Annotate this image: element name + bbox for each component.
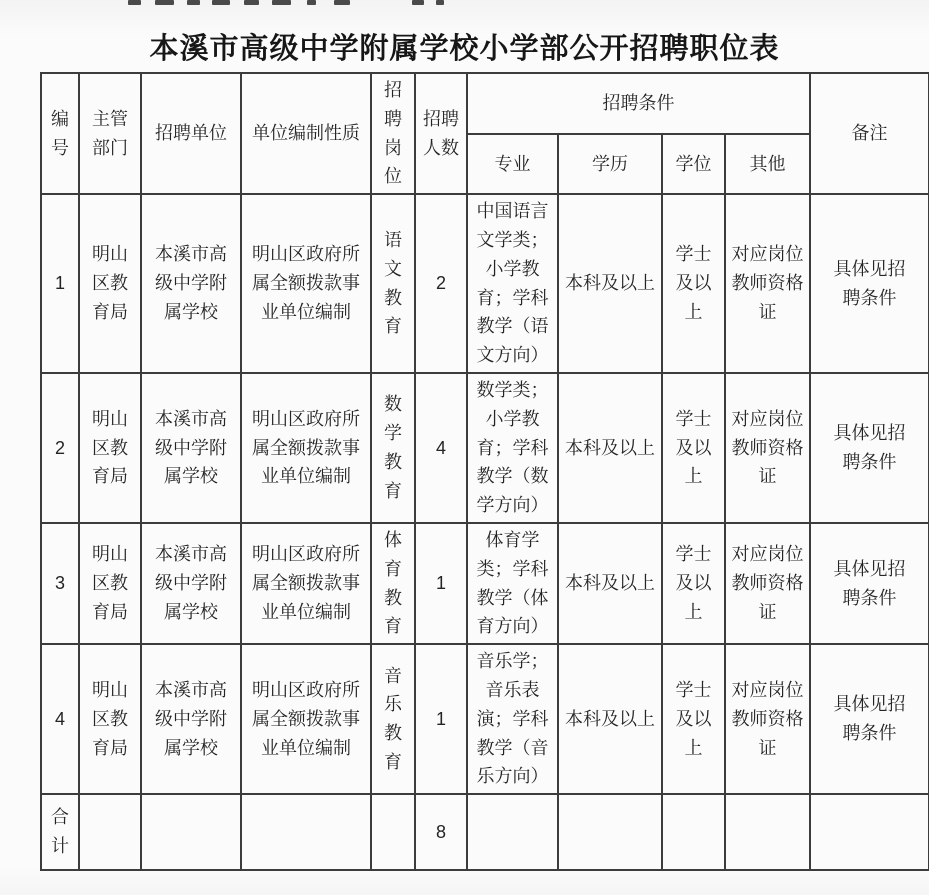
cell-department: 明山区教育局 bbox=[79, 373, 141, 523]
cell-major: 数学类；小学教育；学科教学（数学方向） bbox=[467, 373, 558, 523]
col-header-major: 专业 bbox=[467, 134, 558, 194]
cell-other: 对应岗位教师资格证 bbox=[725, 644, 810, 794]
empty-cell bbox=[558, 794, 662, 870]
cell-employer: 本溪市高级中学附属学校 bbox=[141, 194, 241, 373]
cell-education: 本科及以上 bbox=[558, 523, 662, 644]
cell-employer: 本溪市高级中学附属学校 bbox=[141, 373, 241, 523]
total-headcount: 8 bbox=[415, 794, 467, 870]
col-header-conditions-group: 招聘条件 bbox=[467, 73, 810, 134]
empty-cell bbox=[79, 794, 141, 870]
cell-headcount: 2 bbox=[415, 194, 467, 373]
cell-headcount: 4 bbox=[415, 373, 467, 523]
cell-establishment: 明山区政府所属全额拨款事业单位编制 bbox=[241, 373, 371, 523]
cell-position: 体育教育 bbox=[371, 523, 415, 644]
cell-major: 音乐学；音乐表演；学科教学（音乐方向） bbox=[467, 644, 558, 794]
empty-cell bbox=[725, 794, 810, 870]
col-header-establishment: 单位编制性质 bbox=[241, 73, 371, 194]
cell-other: 对应岗位教师资格证 bbox=[725, 194, 810, 373]
col-header-degree: 学位 bbox=[662, 134, 725, 194]
page-title: 本溪市高级中学附属学校小学部公开招聘职位表 bbox=[149, 33, 780, 65]
cell-number: 2 bbox=[41, 373, 79, 523]
col-header-remarks: 备注 bbox=[810, 73, 929, 194]
cell-remarks: 具体见招聘条件 bbox=[810, 644, 929, 794]
cell-degree: 学士及以上 bbox=[662, 373, 725, 523]
cell-education: 本科及以上 bbox=[558, 644, 662, 794]
cell-department: 明山区教育局 bbox=[79, 194, 141, 373]
recruitment-table bbox=[40, 72, 929, 871]
table-row bbox=[41, 194, 929, 373]
cell-position: 语文教育 bbox=[371, 194, 415, 373]
cell-establishment: 明山区政府所属全额拨款事业单位编制 bbox=[241, 644, 371, 794]
col-header-other: 其他 bbox=[725, 134, 810, 194]
empty-cell bbox=[141, 794, 241, 870]
cell-remarks: 具体见招聘条件 bbox=[810, 194, 929, 373]
cell-headcount: 1 bbox=[415, 644, 467, 794]
col-header-education: 学历 bbox=[558, 134, 662, 194]
cell-number: 1 bbox=[41, 194, 79, 373]
total-label: 合计 bbox=[41, 794, 79, 870]
clipped-text-fragment bbox=[128, 0, 468, 8]
cell-remarks: 具体见招聘条件 bbox=[810, 523, 929, 644]
cell-major: 体育学类；学科教学（体育方向） bbox=[467, 523, 558, 644]
cell-remarks: 具体见招聘条件 bbox=[810, 373, 929, 523]
col-header-department: 主管部门 bbox=[79, 73, 141, 194]
empty-cell bbox=[467, 794, 558, 870]
cell-department: 明山区教育局 bbox=[79, 644, 141, 794]
empty-cell bbox=[810, 794, 929, 870]
cell-headcount: 1 bbox=[415, 523, 467, 644]
col-header-headcount: 招聘人数 bbox=[415, 73, 467, 194]
cell-employer: 本溪市高级中学附属学校 bbox=[141, 523, 241, 644]
cell-degree: 学士及以上 bbox=[662, 194, 725, 373]
cell-department: 明山区教育局 bbox=[79, 523, 141, 644]
cell-education: 本科及以上 bbox=[558, 194, 662, 373]
table-row bbox=[41, 644, 929, 794]
cell-establishment: 明山区政府所属全额拨款事业单位编制 bbox=[241, 194, 371, 373]
empty-cell bbox=[371, 794, 415, 870]
cell-other: 对应岗位教师资格证 bbox=[725, 523, 810, 644]
table-row bbox=[41, 373, 929, 523]
cell-position: 数学教育 bbox=[371, 373, 415, 523]
cell-major: 中国语言文学类；小学教育；学科教学（语文方向） bbox=[467, 194, 558, 373]
table-row bbox=[41, 523, 929, 644]
total-row bbox=[41, 794, 929, 870]
cell-degree: 学士及以上 bbox=[662, 644, 725, 794]
col-header-position: 招聘岗位 bbox=[371, 73, 415, 194]
cell-number: 3 bbox=[41, 523, 79, 644]
cell-number: 4 bbox=[41, 644, 79, 794]
cell-degree: 学士及以上 bbox=[662, 523, 725, 644]
cell-education: 本科及以上 bbox=[558, 373, 662, 523]
col-header-number: 编号 bbox=[41, 73, 79, 194]
cell-position: 音乐教育 bbox=[371, 644, 415, 794]
cell-other: 对应岗位教师资格证 bbox=[725, 373, 810, 523]
empty-cell bbox=[662, 794, 725, 870]
cell-employer: 本溪市高级中学附属学校 bbox=[141, 644, 241, 794]
cell-establishment: 明山区政府所属全额拨款事业单位编制 bbox=[241, 523, 371, 644]
col-header-employer: 招聘单位 bbox=[141, 73, 241, 194]
empty-cell bbox=[241, 794, 371, 870]
